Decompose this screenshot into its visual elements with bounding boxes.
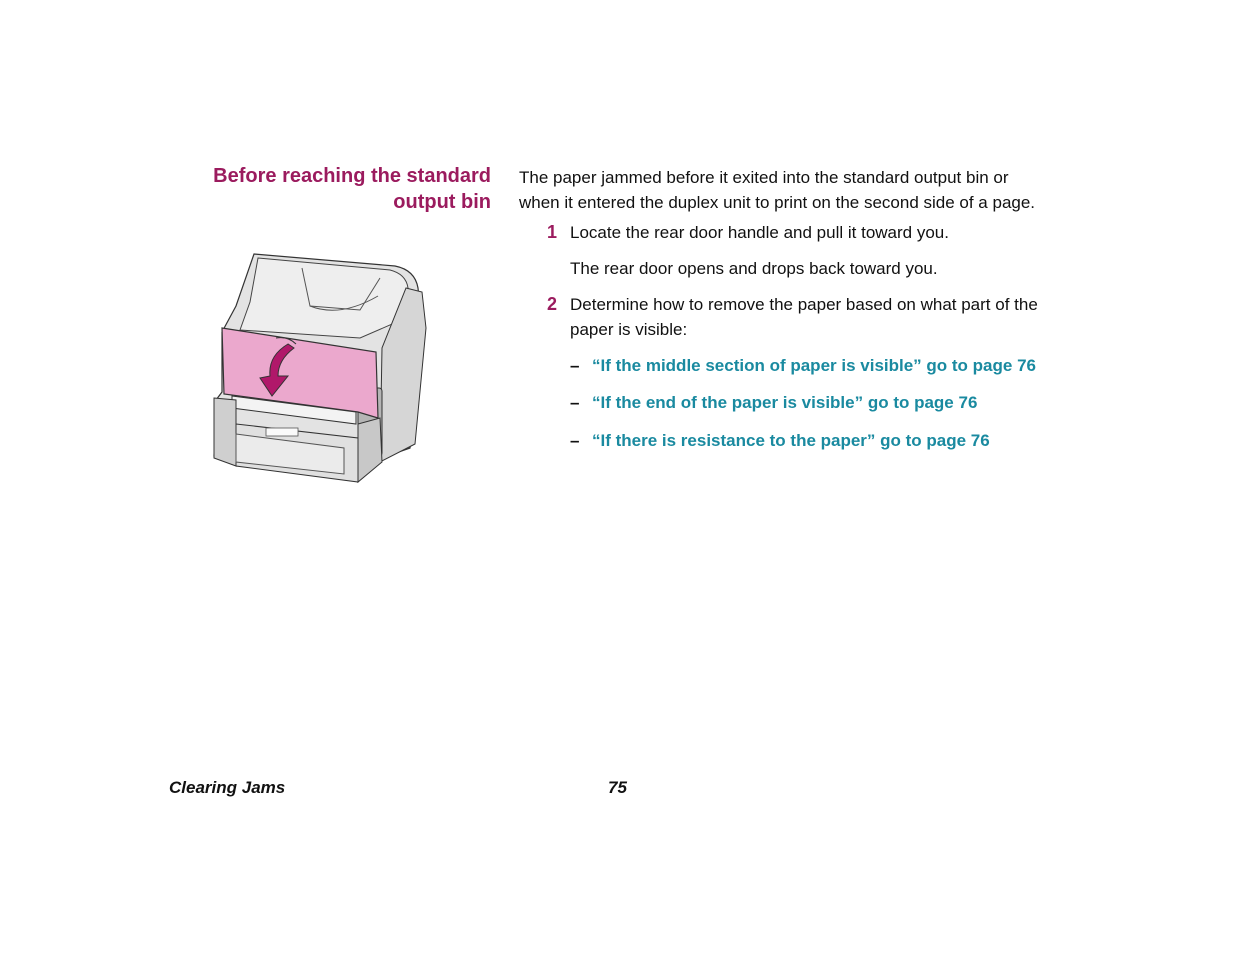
step-1-line-1: Locate the rear door handle and pull it toward you. [570,223,949,242]
step-2-line-1: Determine how to remove the paper based on what part of the [570,295,1038,314]
link-item-end-of-paper [570,390,977,415]
printer-rear-door-icon [210,248,440,488]
section-heading-line-1: Before reaching the standard [213,165,491,187]
link-item-middle-section [570,353,1036,378]
link-resistance-to-paper[interactable]: “If there is resistance to the paper” go to page 76 [592,431,990,450]
intro-line-2: when it entered the duplex unit to print on the second side of a page. [519,193,1036,212]
list-dash: – [570,393,580,412]
step-2-number: 2 [547,294,558,314]
list-dash: – [570,356,580,375]
step-2-text [570,292,1110,342]
intro-line-1: The paper jammed before it exited into the standard output bin or [519,168,1009,187]
link-end-of-paper-visible[interactable]: “If the end of the paper is visible” go to page 76 [592,393,978,412]
footer-title: Clearing Jams [169,778,286,797]
footer-page-number: 75 [608,778,627,797]
section-heading-line-2: output bin [393,191,491,213]
step-1-text [570,220,1110,245]
link-item-resistance [570,428,990,453]
link-middle-section-visible[interactable]: “If the middle section of paper is visible” go to page 76 [592,356,1036,375]
section-heading [150,163,491,215]
intro-paragraph [519,165,1099,215]
step-1-number: 1 [547,222,558,242]
printer-illustration [210,248,440,488]
step-2-line-2: paper is visible: [570,320,688,339]
list-dash: – [570,431,580,450]
step-1-note: The rear door opens and drops back toward you. [570,259,938,278]
